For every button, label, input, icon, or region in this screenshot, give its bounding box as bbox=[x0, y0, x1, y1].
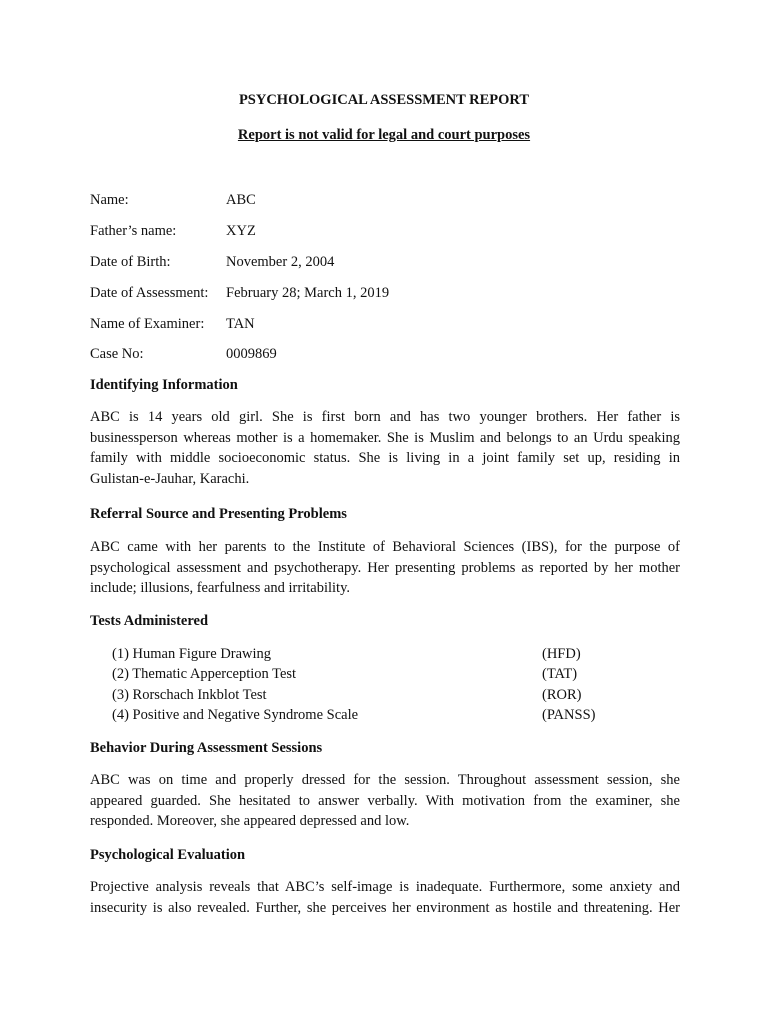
field-value: November 2, 2004 bbox=[226, 254, 335, 270]
field-value: XYZ bbox=[226, 223, 256, 239]
paragraph-line: Gulistan-e-Jauhar, Karachi. bbox=[90, 470, 250, 487]
paragraph-identifying bbox=[90, 407, 680, 489]
field-label: Date of Birth: bbox=[90, 254, 171, 270]
test-name: (1) Human Figure Drawing bbox=[112, 646, 272, 662]
test-item bbox=[112, 685, 632, 705]
field-label: Name: bbox=[90, 192, 129, 208]
paragraph-line: psychological assessment and psychotherapy. Her presenting problems as reported by her mother bbox=[90, 559, 680, 576]
field-label: Father’s name: bbox=[90, 223, 177, 239]
paragraph-evaluation bbox=[90, 877, 680, 918]
test-name: (2) Thematic Apperception Test bbox=[112, 666, 297, 682]
paragraph-line: responded. Moreover, she appeared depressed and low. bbox=[90, 813, 410, 829]
field-value: February 28; March 1, 2019 bbox=[226, 285, 390, 301]
test-item bbox=[112, 644, 632, 664]
test-name: (3) Rorschach Inkblot Test bbox=[112, 687, 267, 703]
test-abbreviation: (ROR) bbox=[542, 687, 582, 703]
field-value: TAN bbox=[226, 316, 255, 332]
section-heading-identifying: Identifying Information bbox=[90, 377, 238, 393]
field-label: Name of Examiner: bbox=[90, 316, 205, 332]
paragraph-line: family with middle socioeconomic status. She is living in a joint family set up, residing in bbox=[90, 450, 680, 466]
field-label: Date of Assessment: bbox=[90, 285, 209, 301]
paragraph-line: ABC is 14 years old girl. She is first born and has two younger brothers. Her father is bbox=[90, 409, 680, 425]
test-abbreviation: (PANSS) bbox=[542, 707, 596, 723]
paragraph-line: insecurity is also revealed. Further, she perceives her environment as hostile and threatening. Her bbox=[90, 899, 680, 916]
paragraph-line: ABC came with her parents to the Institute of Behavioral Sciences (IBS), for the purpose of bbox=[90, 539, 680, 555]
test-abbreviation: (HFD) bbox=[542, 646, 581, 662]
paragraph-line: businessperson whereas mother is a homemaker. She is Muslim and belongs to an Urdu speaking bbox=[90, 429, 680, 446]
section-heading-referral: Referral Source and Presenting Problems bbox=[90, 506, 347, 522]
field-value: ABC bbox=[226, 192, 256, 208]
paragraph-behavior bbox=[90, 770, 680, 832]
paragraph-line: appeared guarded. She hesitated to answer verbally. With motivation from the examiner, she bbox=[90, 792, 680, 809]
test-item bbox=[112, 664, 632, 684]
field-value: 0009869 bbox=[226, 346, 277, 362]
paragraph-referral bbox=[90, 537, 680, 599]
report-title: PSYCHOLOGICAL ASSESSMENT REPORT bbox=[238, 92, 530, 108]
report-disclaimer: Report is not valid for legal and court purposes bbox=[237, 127, 531, 143]
section-heading-evaluation: Psychological Evaluation bbox=[90, 847, 246, 863]
test-abbreviation: (TAT) bbox=[542, 666, 578, 682]
paragraph-line: ABC was on time and properly dressed for the session. Throughout assessment session, she bbox=[90, 772, 680, 788]
test-name: (4) Positive and Negative Syndrome Scale bbox=[112, 707, 359, 723]
paragraph-line: include; illusions, fearfulness and irritability. bbox=[90, 580, 351, 596]
field-label: Case No: bbox=[90, 346, 144, 362]
section-heading-tests: Tests Administered bbox=[90, 613, 209, 629]
paragraph-line: Projective analysis reveals that ABC’s self-image is inadequate. Furthermore, some anxiety and bbox=[90, 879, 680, 895]
section-heading-behavior: Behavior During Assessment Sessions bbox=[90, 740, 323, 756]
test-item bbox=[112, 705, 632, 725]
